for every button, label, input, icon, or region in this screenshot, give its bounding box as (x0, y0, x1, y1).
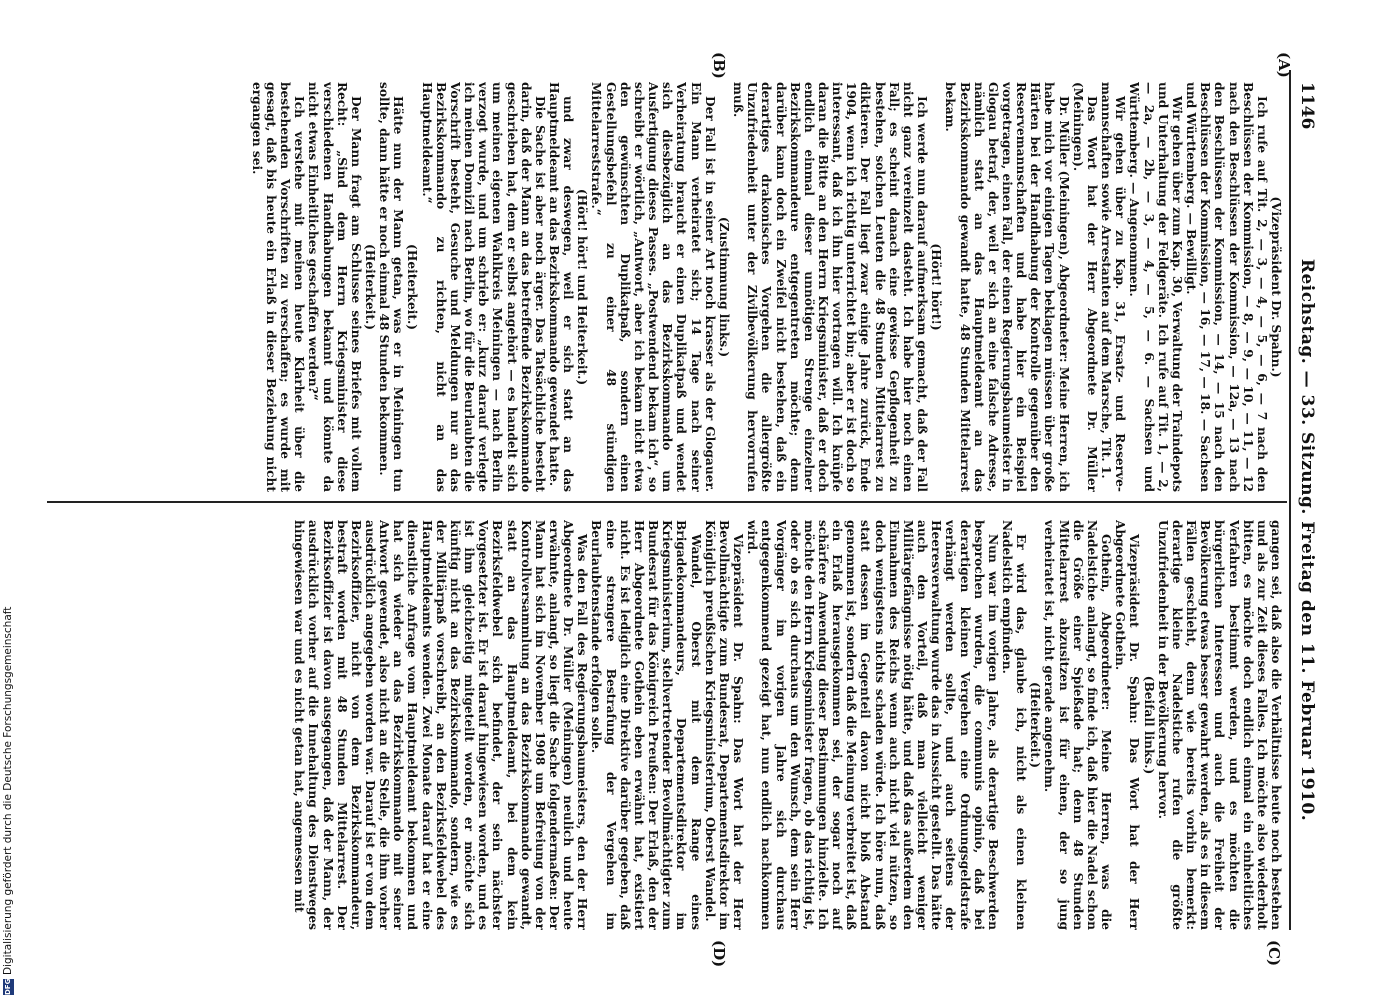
paragraph: (Hört! hört! und Heiterkeit.) (575, 188, 590, 386)
paragraph: (Hört! hört!) (929, 243, 944, 331)
paragraph: (Zustimmung links.) (716, 216, 731, 358)
running-head: Reichstag. — 33. Sitzung. Freitag den 11. Februar 1910. (1297, 258, 1317, 822)
page-number: 1146 (1297, 82, 1317, 130)
margin-mark-b: (B) (710, 52, 728, 79)
paragraph: Wandel, Oberst mit dem Range eines Brigadekommandeurs, Departementsdirektor im Kriegsministerium, stellvertretender Bevollmächtigter zum Bundesrat für das Königreich Preußen: Der Erlaß, den der Herr Abgeordnete Gothein eben erwähnt hat, existiert nicht. Es ist lediglich eine Direktive darüber gegeben, daß eine strengere Bestrafung der Vergehen im Beurlaubtenstande erfolgen solle. (589, 520, 703, 930)
header-rule (1289, 70, 1291, 930)
paragraph: Gothein, Abgeordneter: Meine Herren, was die Nadelstiche anlangt, so finde ich, daß hier die Nadel schon die Größe einer Spießade hat; denn 48 Stunden Mittelarrest abzusitzen ist für einen, der so jung verheiratet ist, nicht gerade angenehm. (1042, 520, 1114, 930)
paragraph: Vizepräsident Dr. Spahn: Das Wort hat der Herr Bevollmächtigte zum Bundesrat, Departementsdirektor im Königlich preußischen Kriegsministerium, Oberst Wandel. (702, 520, 746, 930)
page-header (1293, 70, 1319, 930)
paragraph: Der Fall ist in seiner Art noch krasser als der Glogauer. Ein Mann verheiratet sich; 14 Tage nach seiner Verheiratung braucht er einen Duplikatpaß und wendet sich diesbezüglich an das Bezirkskommando um Ausfertigung dieses Passes. „Postwendend bekam ich“, so schreibt er wörtlich, „Antwort, aber ich bekam nicht etwa den gewünschten Duplikatpaß, sondern einen Gestellungsbefehl zu einer 48 stündigen Mittelarreststrafe.“ (589, 82, 717, 492)
paragraph: (Beifall links.) (1141, 675, 1156, 775)
paragraph: Wir gehen über zu Kap. 31, Ersatz- und Reserve-mannschaften sowie Arrestanten auf dem Marsche, Tit. 1. (1099, 82, 1128, 492)
paragraph: Ich werde nun darauf aufmerksam gemacht, daß der Fall nicht ganz vereinzelt dasteht. Ich habe hier noch einen Fall; es scheint danach eine gewisse Gepflogenheit zu bestehen, solchen Leuten die 48 Stunden Mittelarrest zu diktieren. Der Fall liegt zwar einige Jahre zurück, Ende 1904, wenn ich richtig unterrichtet bin; aber er ist doch so interessant, daß ich ihn hier vortragen will. Ich knüpfe daran die Bitte an den Herrn Kriegsminister, daß er doch endlich einmal dieser unnötigen Strenge einzelner Bezirkskommandeure entgegentreten möchte; denn darüber kann doch ein Zweifel nicht bestehen, daß ein derartiges drakonisches Vorgehen die allergrößte Unzufriedenheit unter der Zivilbevölkerung hervorrufen muß. (731, 82, 930, 492)
paragraph: Was den Fall des Regierungsbaumeisters, den der Herr Abgeordnete Dr. Müller (Meiningen) neulich und heute erwähnte, anlangt, so liegt die Sache folgendermaßen: Der Mann hat sich im November 1908 um Befreiung von der Kontrollversammlung an das Bezirkskommando gewandt, statt an das Hauptmeldeamt, bei dem kein Bezirksfeldwebel sich befindet, der sein nächster Vorgesetzter ist. Er ist darauf hingewiesen worden, und es ist ihm gleichzeitig mitgeteilt worden, er möchte sich künftig nicht an das Bezirkskommando, sondern, wie es der Militärpaß vorschreibt, an den Bezirksfeldwebel des Hauptmeldeamts wenden. Zwei Monate darauf hat er eine dienstliche Anfrage vom Hauptmeldeamt bekommen und hat sich wieder an das Bezirkskommando mit seiner Antwort gewendet, also nicht an die Stelle, die ihm vorher ausdrücklich angegeben worden war. Darauf ist er von dem Bezirksoffizier, nicht von dem Bezirkskommandeur, bestraft worden mit 48 Stunden Mittelarrest. Der Bezirksoffizier ist davon ausgegangen, daß der Mann, der ausdrücklich vorher auf die Innehaltung des Dienstweges hingewiesen war und es nicht getan hat, angemessen mit (292, 520, 590, 930)
paragraph: und zwar deswegen, weil er sich statt an das Hauptmeldeamt an das Bezirkskommando gewendet hatte. (547, 82, 576, 492)
dfg-logo-icon: DFG (3, 978, 12, 995)
column-divider (47, 501, 1287, 503)
paragraph: Ich verstehe mit meinen heute Klarheit über die bestehenden Vorschriften zu verschaffen; es wurde mit gesagt, daß bis heute ein Erlaß in dieser Beziehung nicht ergangen sei. (249, 82, 307, 492)
margin-mark-a: (A) (1275, 52, 1293, 78)
margin-mark-d: (D) (710, 940, 728, 968)
margin-mark-c: (C) (1265, 940, 1283, 967)
paragraph: (Heiterkeit.) (363, 244, 377, 330)
paragraph: Die Sache ist aber noch ärger. Das Tatsächliche besteht darin, daß der Mann an das betreffende Bezirkskommando geschrieben hat, dem er selbst angehört — es handelt sich um meinen eigenen Wahlkreis Meiningen — nach Berlin verzogt wurde, und um schrieb er: „kurz darauf verlegte ich meinen Domizil nach Berlin, wo für die Beurlaubten die Vorschrift besteht, Gesuche und Meldungen nur an das Bezirkskommando zu richten, nicht an das Hauptmeldeamt.“ (419, 82, 547, 492)
paragraph: Wir gehen über zum Kap. 30, Verwaltung der Traindepots und Unterhaltung der Feldgeräte. Ich rufe auf Tit. 1, — 2, — 2a, — 2b, — 3, — 4, — 5, — 6. — Sachsen und Württemberg. — Angenommen. (1127, 82, 1184, 492)
paragraph: Vizepräsident Dr. Spahn: Das Wort hat der Herr Abgeordnete Gothein. (1113, 520, 1142, 930)
left-column (53, 82, 1283, 492)
paragraph: (Vizepräsident Dr. Spahn.) (1269, 196, 1283, 378)
paragraph: Das Wort hat der Herr Abgeordnete Dr. Müller (Meiningen). (1070, 82, 1099, 492)
right-column (53, 520, 1283, 930)
digitization-credit (2, 607, 14, 995)
paragraph: Ich rufe auf Tit. 2, — 3, — 4, — 5, — 6, — 7 nach den Beschlüssen der Kommission, — 8, — 9, — 10, — 11, — 12 nach den Beschlüssen der Kommission, — 12a, — 13 nach den Beschlüssen der Kommission, — 14, — 15 nach den Beschlüssen der Kommission, — 16, — 17, — 18. — Sachsen und Württemberg. — Bewilligt. (1184, 82, 1269, 492)
paragraph: Der Mann fragt am Schlusse seines Briefes mit vollem Recht: „Sind dem Herrn Kriegsminister diese verschiedenen Handhabungen bekannt und könnte da nicht etwas Einheitliches geschaffen werden?“ (306, 82, 363, 492)
paragraph: Nun war im vorigen Jahre, als derartige Beschwerden besprochen wurden, die communis opinio, daß bei derartigen kleinen Vergehen eine Ordnungsgeldstrafe verhängt werden sollte, und auch seitens der Heeresverwaltung wurde das in Aussicht gestellt. Das hätte auch den Vorteil, daß man vielleicht weniger Militärgefängnisse nötig hätte, und daß das außerdem den Einnahmen des Reichs wenn auch nicht viel nützen, so doch wenigstens nichts schaden würde. Ich höre nun, daß statt dessen im Gegenteil davon nicht bloß Abstand genommen ist, sondern daß die Meinung verbreitet ist, daß ein Erlaß herausgekommen sei, der sogar noch auf schärfere Anwendung dieser Bestimmungen hinzielte. Ich möchte den Herrn Kriegsminister fragen, ob das richtig ist, oder ob es sich durchaus um den Wunsch, dem sein Herr Vorgänger im vorigen Jahre sich durchaus entgegenkommend gezeigt hat, nun endlich nachkommen wird. (745, 520, 1000, 930)
paragraph: Hätte nun der Mann getan, was er in Meiningen tun sollte, dann hätte er noch einmal 48 Stunden bekommen. (377, 82, 406, 492)
paragraph: Er wird das, glaube ich, nicht als einen kleinen Nadelstich empfinden. (1000, 520, 1029, 930)
paragraph: (Heiterkeit.) (1028, 682, 1043, 768)
paragraph: gangen sei, daß also die Verhältnisse heute noch bestehen und als zur Zeit dieses Falles. Ich möchte also wiederholt bitten, es möchte doch endlich einmal ein einheitliches Verfahren bestimmt werden, und es möchten die bürgerlichen Interessen und auch die Freiheit der Bevölkerung etwas besser gewahrt werden, als es in diesem Fällen geschieht, denn wie bereits vorhin bemerkt: derartige kleine Nadelstiche rufen die größte Unzufriedenheit in der Bevölkerung hervor. (1155, 520, 1283, 930)
credit-text: Digitalisierung gefördert durch die Deutsche Forschungsgemeinschaft (2, 606, 14, 975)
paragraph: (Heiterkeit.) (405, 244, 420, 330)
paragraph: Dr. Müller (Meiningen), Abgeordneter: Meine Herren, ich habe mich vor einigen Tagen beklagen müssen über große Härten bei der Handhabung der Kontrolle gegenüber den Reservemannschaften und habe hier ein Beispiel vorgetragen, einen Fall, der einen Regierungsbaumeister in Glogau betraf, der, weil er sich an eine falsche Adresse, nämlich statt an das Hauptmeldeamt an das Bezirkskommando gewandt hatte, 48 Stunden Mittelarrest bekam. (943, 82, 1071, 492)
